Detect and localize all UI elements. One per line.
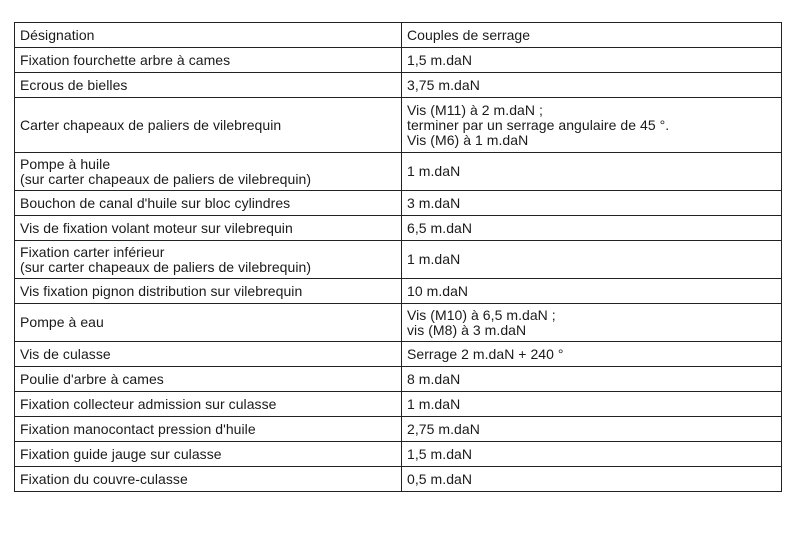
table-row [15,191,782,216]
torque-cell: 0,5 m.daN [402,467,782,492]
torque-cell: 1,5 m.daN [402,442,782,467]
torque-cell: 1 m.daN [402,153,782,191]
table-row [15,417,782,442]
designation-cell: Vis de culasse [15,342,402,367]
designation-cell: Ecrous de bielles [15,73,402,98]
designation-cell: Fixation collecteur admission sur culasse [15,392,402,417]
torque-cell: 3,75 m.daN [402,73,782,98]
torque-cell: Serrage 2 m.daN + 240 ° [402,342,782,367]
designation-cell: Bouchon de canal d'huile sur bloc cylindres [15,191,402,216]
table-row [15,467,782,492]
torque-cell: 3 m.daN [402,191,782,216]
table-row [15,304,782,342]
header-torque: Couples de serrage [402,23,782,48]
torque-cell: 2,75 m.daN [402,417,782,442]
torque-cell: Vis (M10) à 6,5 m.daN ; vis (M8) à 3 m.daN [402,304,782,342]
designation-cell: Pompe à eau [15,304,402,342]
table-row [15,98,782,153]
table-row [15,392,782,417]
designation-cell: Pompe à huile (sur carter chapeaux de paliers de vilebrequin) [15,153,402,191]
table-row [15,48,782,73]
designation-cell: Fixation fourchette arbre à cames [15,48,402,73]
table-row [15,216,782,241]
torque-cell: 8 m.daN [402,367,782,392]
designation-cell: Fixation guide jauge sur culasse [15,442,402,467]
torque-cell: 6,5 m.daN [402,216,782,241]
designation-cell: Fixation carter inférieur (sur carter chapeaux de paliers de vilebrequin) [15,241,402,279]
table-row [15,342,782,367]
torque-cell: 1 m.daN [402,241,782,279]
table-row [15,279,782,304]
designation-cell: Fixation manocontact pression d'huile [15,417,402,442]
designation-cell: Vis de fixation volant moteur sur vilebrequin [15,216,402,241]
torque-cell: 1 m.daN [402,392,782,417]
designation-cell: Fixation du couvre-culasse [15,467,402,492]
torque-cell: Vis (M11) à 2 m.daN ; terminer par un serrage angulaire de 45 °. Vis (M6) à 1 m.daN [402,98,782,153]
table-header-row [15,23,782,48]
table-row [15,73,782,98]
table-row [15,367,782,392]
designation-cell: Carter chapeaux de paliers de vilebrequin [15,98,402,153]
table-row [15,442,782,467]
designation-cell: Poulie d'arbre à cames [15,367,402,392]
torque-cell: 10 m.daN [402,279,782,304]
designation-cell: Vis fixation pignon distribution sur vilebrequin [15,279,402,304]
torque-cell: 1,5 m.daN [402,48,782,73]
table-row [15,241,782,279]
table-row [15,153,782,191]
header-designation: Désignation [15,23,402,48]
torque-specifications-table [14,22,782,492]
